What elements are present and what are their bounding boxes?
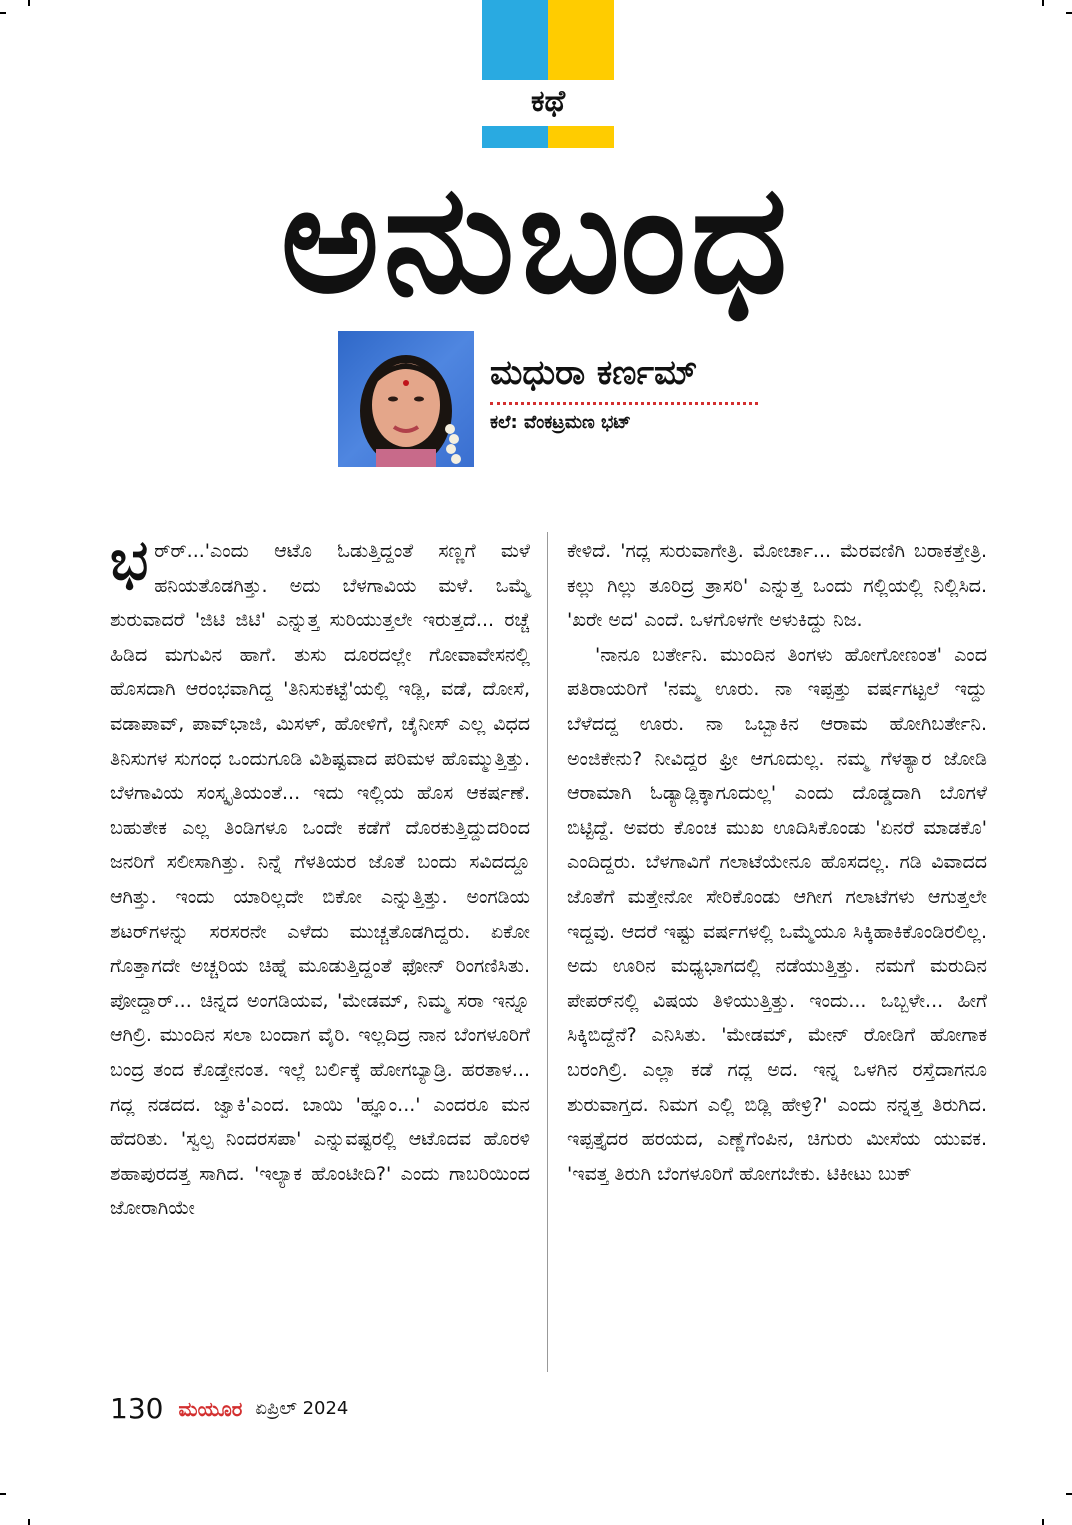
author-photo (338, 331, 474, 467)
article-paragraph: 'ನಾನೂ ಬರ್ತೇನಿ. ಮುಂದಿನ ತಿಂಗಳು ಹೋಗೋಣಂತ' ಎಂದ ಪತಿರಾಯರಿಗೆ 'ನಮ್ಮ ಊರು. ನಾ ಇಪ್ಪತ್ತು ವರ್ಷಗಟ್ಟಲೆ ಇದ್ದು ಬೆಳೆದದ್ದ ಊರು. ನಾ ಒಬ್ಬಾಕಿನ ಆರಾಮ ಹೋಗಿಬರ್ತೇನಿ. ಅಂಜಿಕೇನು? ನೀವಿದ್ದರ ಫ್ರೀ ಆಗೂದುಲ್ಲ. ನಮ್ಮ ಗೆಳತ್ಯಾರ ಜೋಡಿ ಆರಾಮಾಗಿ ಓಡ್ಯಾಡ್ಲಿಕ್ಕಾಗೂದುಲ್ಲ' ಎಂದು ದೊಡ್ಡದಾಗಿ ಬೊಗಳೆ ಬಿಟ್ಟಿದ್ದೆ. ಅವರು ಕೊಂಚ ಮುಖ ಊದಿಸಿಕೊಂಡು 'ಏನರೆ ಮಾಡಕೊ' ಎಂದಿದ್ದರು. ಬೆಳಗಾವಿಗೆ ಗಲಾಟೆಯೇನೂ ಹೊಸದಲ್ಲ. ಗಡಿ ವಿವಾದದ ಜೊತೆಗೆ ಮತ್ತೇನೋ ಸೇರಿಕೊಂಡು ಆಗೀಗ ಗಲಾಟೆಗಳು ಆಗುತ್ತಲೇ ಇದ್ದವು. ಆದರೆ ಇಷ್ಟು ವರ್ಷಗಳಲ್ಲಿ ಒಮ್ಮೆಯೂ ಸಿಕ್ಕಿಹಾಕಿಕೊಂಡಿರಲಿಲ್ಲ. ಅದು ಊರಿನ ಮಧ್ಯಭಾಗದಲ್ಲಿ ನಡೆಯುತ್ತಿತ್ತು. ನಮಗೆ ಮರುದಿನ ಪೇಪರ್‌ನಲ್ಲಿ ವಿಷಯ ತಿಳಿಯುತ್ತಿತ್ತು. ಇಂದು... ಒಬ್ಬಳೇ... ಹೀಗೆ ಸಿಕ್ಕಿಬಿದ್ದೆನೆ? ಎನಿಸಿತು. 'ಮೇಡಮ್, ಮೇನ್ ರೋಡಿಗೆ ಹೋಗಾಕ ಬರಂಗಿಲ್ರಿ. ಎಲ್ಲಾ ಕಡೆ ಗದ್ಲ ಅದ. ಇನ್ನ ಒಳಗಿನ ರಸ್ತೆದಾಗನೂ ಶುರುವಾಗ್ತದ. ನಿಮಗ ಎಲ್ಲಿ ಬಿಡ್ಲಿ ಹೇಳ್ರಿ?' ಎಂದು ನನ್ನತ್ತ ತಿರುಗಿದ. ಇಪ್ಪತ್ತೈದರ ಹರಯದ, ಎಣ್ಣೆಗೆಂಪಿನ, ಚಿಗುರು ಮೀಸೆಯ ಯುವಕ. 'ಇವತ್ತ ತಿರುಗಿ ಬೆಂಗಳೂರಿಗೆ ಹೋಗಬೇಕು. ಟಿಕೀಟು ಬುಕ್ (567, 643, 987, 1185)
page-footer (110, 1392, 348, 1428)
color-strip-yellow (548, 126, 614, 148)
color-block-blue (482, 0, 548, 80)
crop-mark (1042, 0, 1044, 6)
paragraph-text: ರ್‌ರ್...'ಎಂದು ಆಟೊ ಓಡುತ್ತಿದ್ದಂತೆ ಸಣ್ಣಗೆ ಮಳೆ ಹನಿಯತೊಡಗಿತ್ತು. ಅದು ಬೆಳಗಾವಿಯ ಮಳೆ. ಒಮ್ಮೆ ಶುರುವಾದರೆ 'ಜಿಟಿ ಜಿಟಿ' ಎನ್ನುತ್ತ ಸುರಿಯುತ್ತಲೇ ಇರುತ್ತದೆ... ರಚ್ಚೆ ಹಿಡಿದ ಮಗುವಿನ ಹಾಗೆ. ತುಸು ದೂರದಲ್ಲೇ ಗೋವಾವೇಸನಲ್ಲಿ ಹೊಸದಾಗಿ ಆರಂಭವಾಗಿದ್ದ 'ತಿನಿಸುಕಟ್ಟೆ'ಯಲ್ಲಿ ಇಡ್ಲಿ, ವಡೆ, ದೋಸೆ, ವಡಾಪಾವ್, ಪಾವ್‌ಭಾಜಿ, ಮಿಸಳ್, ಹೋಳಿಗೆ, ಚೈನೀಸ್ ಎಲ್ಲ ವಿಧದ ತಿನಿಸುಗಳ ಸುಗಂಧ ಒಂದುಗೂಡಿ ವಿಶಿಷ್ಟವಾದ ಪರಿಮಳ ಹೊಮ್ಮುತ್ತಿತ್ತು. ಬೆಳಗಾವಿಯ ಸಂಸ್ಕೃತಿಯಂತೆ... ಇದು ಇಲ್ಲಿಯ ಹೊಸ ಆಕರ್ಷಣೆ. ಬಹುತೇಕ ಎಲ್ಲ ತಿಂಡಿಗಳೂ ಒಂದೇ ಕಡೆಗೆ ದೊರಕುತ್ತಿದ್ದುದರಿಂದ ಜನರಿಗೆ ಸಲೀಸಾಗಿತ್ತು. ನಿನ್ನೆ ಗೆಳತಿಯರ ಜೊತೆ ಬಂದು ಸವಿದದ್ದೂ ಆಗಿತ್ತು. ಇಂದು ಯಾರಿಲ್ಲದೇ ಬಿಕೋ ಎನ್ನುತ್ತಿತ್ತು. ಅಂಗಡಿಯ ಶಟರ್‌ಗಳನ್ನು ಸರಸರನೇ ಎಳೆದು ಮುಚ್ಚತೊಡಗಿದ್ದರು. ಏಕೋ ಗೊತ್ತಾಗದೇ ಅಚ್ಚರಿಯ ಚಿಹ್ನೆ ಮೂಡುತ್ತಿದ್ದಂತೆ ಫೋನ್ ರಿಂಗಣಿಸಿತು. ಪೋದ್ದಾರ್... ಚಿನ್ನದ ಅಂಗಡಿಯವ, 'ಮೇಡಮ್, ನಿಮ್ಮ ಸರಾ ಇನ್ನೂ ಆಗಿಲ್ರಿ. ಮುಂದಿನ ಸಲಾ ಬಂದಾಗ ವೈರಿ. ಇಲ್ಲದಿದ್ರ ನಾನ ಬೆಂಗಳೂರಿಗೆ ಬಂದ್ರ ತಂದ ಕೊಡ್ತೇನಂತ. ಇಲ್ಲೆ ಬರ್ಲಿಕ್ಕೆ ಹೋಗಬ್ಯಾಡ್ರಿ. ಹರತಾಳ... ಗದ್ಲ ನಡದದ. ಜ್ವಾಕಿ'ಎಂದ. ಬಾಯಿ 'ಹ್ಞೂಂ...' ಎಂದರೂ ಮನ ಹೆದರಿತು. 'ಸ್ವಲ್ಪ ನಿಂದರಸಪಾ' ಎನ್ನುವಷ್ಟರಲ್ಲಿ ಆಟೊದವ ಹೊರಳಿ ಶಹಾಪುರದತ್ತ ಸಾಗಿದ. 'ಇಲ್ಯಾಕ ಹೊಂಟೀದಿ?' ಎಂದು ಗಾಬರಿಯಿಂದ ಜೋರಾಗಿಯೇ (110, 540, 530, 1220)
article-column-right (567, 534, 987, 1191)
article-column-left (110, 528, 530, 1226)
crop-mark (1066, 1493, 1072, 1495)
article-paragraph: ಕೇಳಿದೆ. 'ಗದ್ಲ ಸುರುವಾಗೇತ್ರಿ. ಮೋರ್ಚಾ... ಮೆರವಣಿಗಿ ಬರಾಕತ್ತೇತ್ರಿ. ಕಲ್ಲು ಗಿಲ್ಲು ತೂರಿದ್ರ ತ್ರಾಸರಿ' ಎನ್ನುತ್ತ ಒಂದು ಗಲ್ಲಿಯಲ್ಲಿ ನಿಲ್ಲಿಸಿದ. 'ಖರೇ ಅದ' ಎಂದೆ. ಒಳಗೊಳಗೇ ಅಳುಕಿದ್ದು ನಿಜ. (567, 540, 987, 632)
crop-mark (0, 12, 6, 14)
column-divider (547, 532, 548, 1372)
page-number: 130 (110, 1392, 164, 1425)
section-label: ಕಥೆ (530, 84, 566, 119)
drop-cap: ಭ (110, 528, 149, 593)
crop-mark (0, 1493, 6, 1495)
crop-mark (1042, 1519, 1044, 1525)
article-title: ಅನುಬಂಧ (280, 153, 792, 327)
illustrator-credit: ಕಲೆ: ವೆಂಕಟ್ರಮಣ ಭಟ್ (490, 412, 631, 433)
color-block-yellow (548, 0, 614, 80)
article-paragraph (110, 528, 530, 1226)
author-name: ಮಧುರಾ ಕರ್ಣಮ್ (490, 353, 698, 393)
portrait-illustration (338, 331, 474, 467)
author-divider (490, 402, 758, 405)
crop-mark (28, 0, 30, 6)
crop-mark (28, 1519, 30, 1525)
crop-mark (1066, 12, 1072, 14)
magazine-logo: ಮಯೂರ (178, 1396, 243, 1421)
issue-date: ಏಪ್ರಿಲ್ 2024 (255, 1398, 349, 1419)
section-color-block (482, 0, 614, 148)
color-strip-blue (482, 126, 548, 148)
